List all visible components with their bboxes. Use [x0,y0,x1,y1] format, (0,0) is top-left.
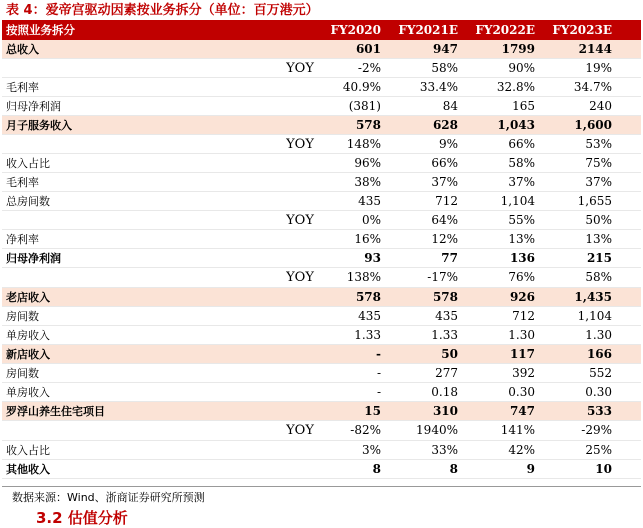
row-label: 房间数 [6,310,39,323]
row-label: 总收入 [6,43,39,56]
cell-value: 392 [512,366,535,380]
row-label: YOY [286,270,314,285]
data-source-note: 数据来源：Wind、浙商证券研究所预测 [12,491,205,504]
table-row [2,135,641,154]
table-row [2,460,641,479]
row-label: 收入占比 [6,157,50,170]
cell-value: 1.30 [585,328,612,342]
cell-value: 33% [431,443,458,457]
table-row [2,421,641,441]
table-row [2,383,641,402]
table-row [2,441,641,460]
cell-value: 138% [346,270,381,284]
cell-value: 19% [585,61,612,75]
section-heading: 3.2 估值分析 [36,509,128,527]
cell-value: 1940% [416,423,458,437]
cell-value: 37% [431,175,458,189]
cell-value: 40.9% [342,80,381,94]
header-fy2022e: FY2022E [475,23,535,37]
row-label: 总房间数 [6,195,50,208]
cell-value: 628 [432,118,458,132]
cell-value: 712 [512,309,535,323]
table-row [2,326,641,345]
cell-value: 16% [354,232,381,246]
cell-value: 435 [435,309,458,323]
cell-value: 0.30 [585,385,612,399]
cell-value: 215 [586,251,612,265]
cell-value: 2144 [578,42,612,56]
cell-value: 42% [508,443,535,457]
cell-value: 277 [435,366,458,380]
row-label: 毛利率 [6,176,39,189]
cell-value: 50% [585,213,612,227]
cell-value: 1,104 [577,309,612,323]
cell-value: 117 [509,347,535,361]
table-row [2,59,641,78]
cell-value: 77 [441,251,458,265]
row-label: 收入占比 [6,444,50,457]
cell-value: 1,104 [500,194,535,208]
cell-value: 136 [509,251,535,265]
cell-value: -17% [427,270,458,284]
row-label: 毛利率 [6,81,39,94]
cell-value: 66% [508,137,535,151]
table-row [2,40,641,59]
table-row [2,268,641,288]
cell-value: 55% [508,213,535,227]
cell-value: 8 [372,462,381,476]
cell-value: 15 [364,404,381,418]
cell-value: 84 [442,99,458,113]
cell-value: 9% [438,137,458,151]
table-row [2,192,641,211]
table-row [2,173,641,192]
cell-value: 533 [586,404,612,418]
cell-value: -2% [357,61,381,75]
cell-value: 58% [508,156,535,170]
row-label: 归母净利润 [6,252,61,265]
cell-value: 25% [585,443,612,457]
cell-value: 76% [508,270,535,284]
row-label: 其他收入 [6,463,50,476]
row-label: 罗浮山养生住宅项目 [6,405,105,418]
cell-value: 0% [361,213,381,227]
table-row [2,116,641,135]
table-row [2,307,641,326]
cell-value: 1,435 [574,290,612,304]
cell-value: 601 [355,42,381,56]
cell-value: 32.8% [496,80,535,94]
cell-value: 165 [512,99,535,113]
cell-value: -29% [581,423,612,437]
cell-value: 58% [585,270,612,284]
business-breakdown-table [2,21,641,479]
cell-value: 93 [364,251,381,265]
row-label: 新店收入 [6,348,50,361]
cell-value: 58% [431,61,458,75]
cell-value: 141% [500,423,535,437]
cell-value: 3% [361,443,381,457]
cell-value: 37% [585,175,612,189]
table-row [2,230,641,249]
table-row [2,97,641,116]
row-label: YOY [286,213,314,228]
table-title: 表 4：爱帝宫驱动因素按业务拆分（单位：百万港元） [6,3,319,18]
cell-value: 148% [346,137,381,151]
cell-value: 53% [585,137,612,151]
table-row [2,345,641,364]
cell-value: 9 [526,462,535,476]
row-label: YOY [286,137,314,152]
table-bottom-rule [2,486,641,487]
row-label: 单房收入 [6,329,50,342]
cell-value: 1.33 [354,328,381,342]
cell-value: 435 [358,194,381,208]
row-label: 净利率 [6,233,39,246]
cell-value: (381) [348,99,381,113]
cell-value: 1.33 [431,328,458,342]
cell-value: - [376,385,381,399]
row-label: 老店收入 [6,291,50,304]
cell-value: 1,600 [574,118,612,132]
cell-value: 12% [431,232,458,246]
cell-value: 96% [354,156,381,170]
cell-value: 8 [449,462,458,476]
cell-value: -82% [350,423,381,437]
cell-value: 10 [595,462,612,476]
cell-value: 310 [432,404,458,418]
cell-value: 1,043 [497,118,535,132]
cell-value: 90% [508,61,535,75]
cell-value: 578 [355,118,381,132]
header-label: 按照业务拆分 [6,23,75,37]
cell-value: 926 [509,290,535,304]
header-fy2021e: FY2021E [398,23,458,37]
cell-value: 50 [441,347,458,361]
table-row [2,211,641,230]
cell-value: 75% [585,156,612,170]
table-row [2,154,641,173]
row-label: 房间数 [6,367,39,380]
header-fy2023e: FY2023E [552,23,612,37]
table-row [2,402,641,421]
cell-value: 66% [431,156,458,170]
cell-value: 712 [435,194,458,208]
cell-value: 1799 [501,42,535,56]
table-row [2,364,641,383]
cell-value: 0.30 [508,385,535,399]
cell-value: 38% [354,175,381,189]
row-label: YOY [286,423,314,438]
cell-value: 435 [358,309,381,323]
header-fy2020: FY2020 [330,23,381,37]
cell-value: 1.30 [508,328,535,342]
cell-value: - [376,347,381,361]
cell-value: 33.4% [419,80,458,94]
cell-value: 1,655 [577,194,612,208]
table-row [2,249,641,268]
cell-value: 747 [509,404,535,418]
row-label: 归母净利润 [6,100,61,113]
cell-value: 166 [586,347,612,361]
cell-value: 64% [431,213,458,227]
cell-value: 578 [432,290,458,304]
row-label: YOY [286,61,314,76]
cell-value: 13% [508,232,535,246]
cell-value: 578 [355,290,381,304]
cell-value: 947 [432,42,458,56]
cell-value: 240 [589,99,612,113]
cell-value: 0.18 [431,385,458,399]
table-row [2,288,641,307]
row-label: 单房收入 [6,386,50,399]
cell-value: 37% [508,175,535,189]
cell-value: 34.7% [573,80,612,94]
cell-value: - [376,366,381,380]
cell-value: 552 [589,366,612,380]
table-row [2,78,641,97]
cell-value: 13% [585,232,612,246]
table-header-row [2,21,641,40]
row-label: 月子服务收入 [6,119,72,132]
